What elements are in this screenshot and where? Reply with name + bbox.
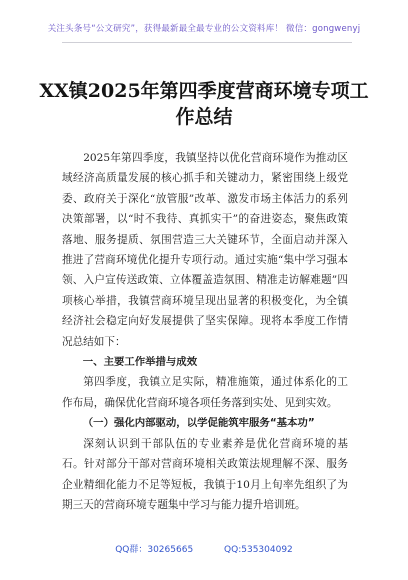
document-title: XX镇2025年第四季度营商环境专项工作总结 — [39, 80, 369, 128]
qq-text: QQ:535304092 — [224, 545, 293, 555]
qq-group-text: QQ群：30265665 — [115, 545, 194, 555]
header-banner: 关注头条号“公文研究”，获得最新最全最专业的公文资料库！ 微信：gongwenyj — [47, 24, 361, 34]
intro-paragraph: 2025年第四季度，我镇坚持以优化营商环境作为推动区域经济高质量发展的核心抓手和关键动力，紧密围绕上级党委、政府关于深化“放管服”改革、激发市场主体活力的系列决策部署，以“时不我待、真抓实干”的奋进姿态，聚焦政策落地、服务提质、氛围营造三大关键环节，全面启动并深入推进了营商环境优化提升专项行动。通过实施“集中学习强本领、入户宣传送政策、立体覆盖造氛围、精准走访解难题”四项核心举措，我镇营商环境呈现出显著的积极变化，为全镇经济社会稳定向好发展提供了坚实保障。现将本季度工作情况总结如下： — [62, 152, 348, 348]
footer-contacts — [0, 542, 408, 555]
header-divider — [62, 42, 352, 43]
section-heading: 一、主要工作举措与成效 — [82, 356, 198, 369]
subsection-heading: （一）强化内部驱动，以学促能筑牢服务“基本功” — [82, 417, 315, 430]
section-paragraph: 第四季度，我镇立足实际，精准施策，通过体系化的工作布局，确保优化营商环境各项任务落到实处、见到实效。 — [62, 376, 348, 409]
document-body — [62, 148, 348, 515]
subsection-paragraph: 深刻认识到干部队伍的专业素养是优化营商环境的基石。针对部分干部对营商环境相关政策法规理解不深、服务企业精细化能力不足等短板，我镇于10月上旬率先组织了为期三天的营商环境专题集中学习与能力提升培训班。 — [62, 437, 348, 511]
